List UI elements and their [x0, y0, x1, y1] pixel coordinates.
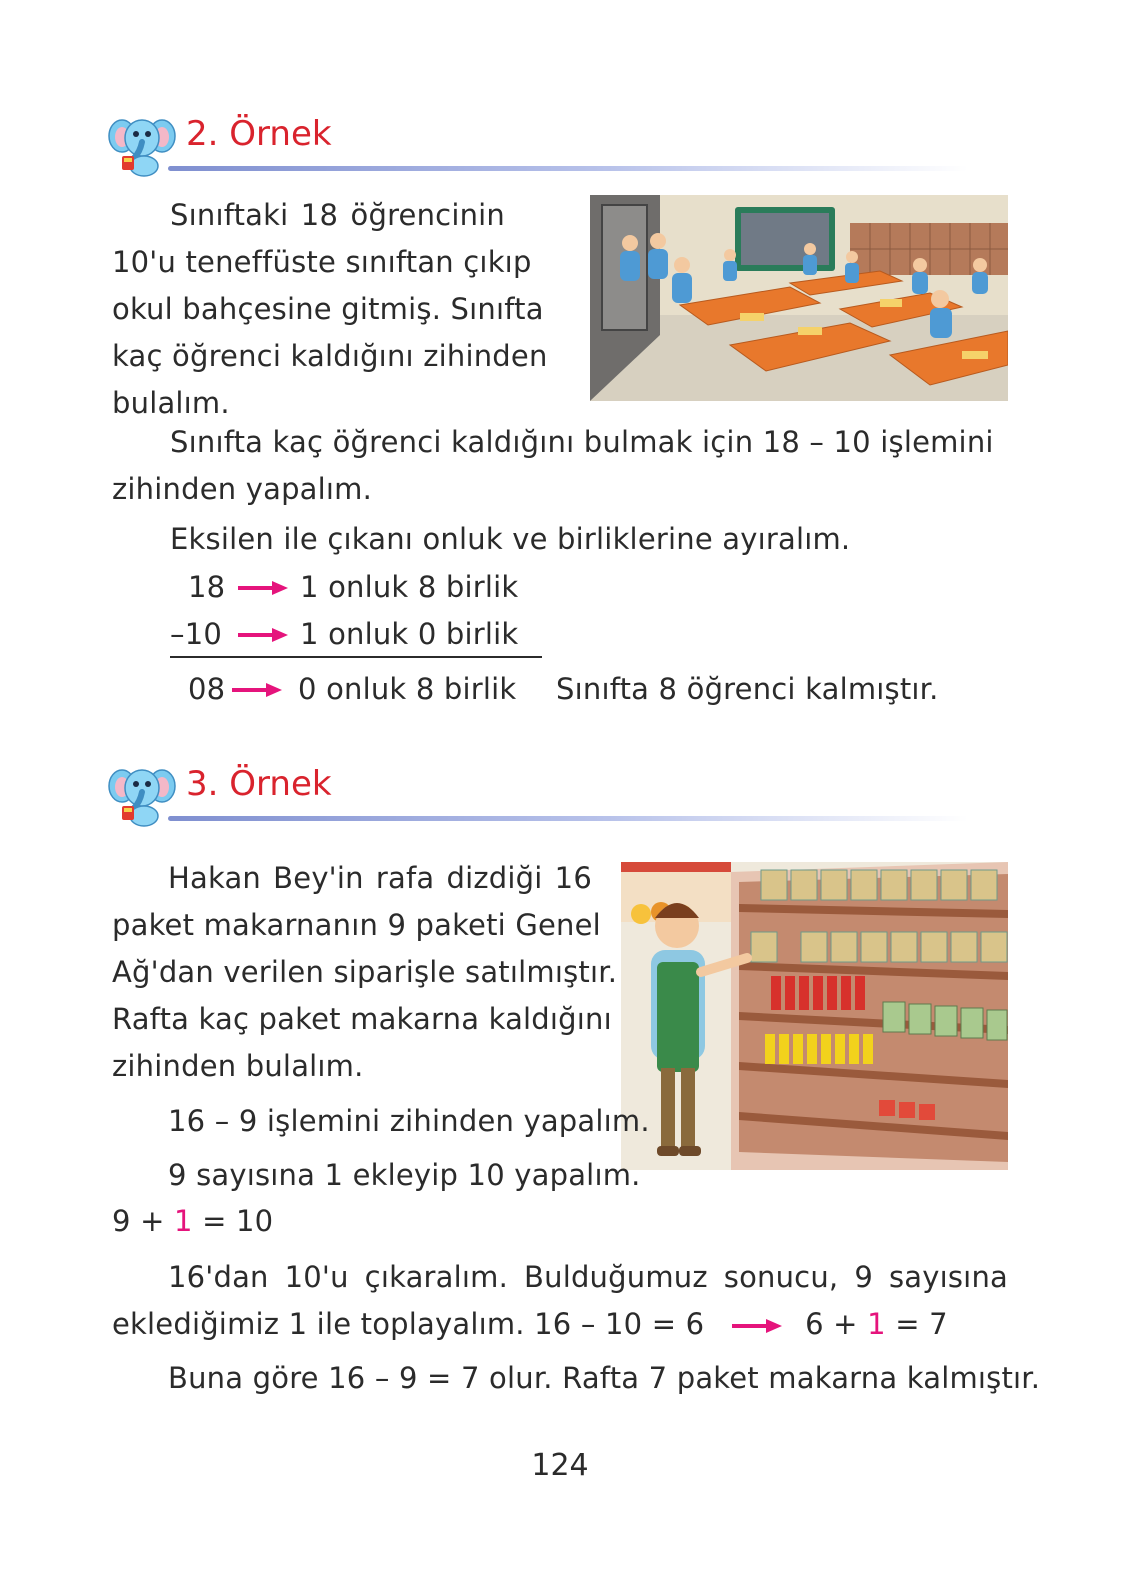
text-line: 16'dan 10'u çıkaralım. Bulduğumuz sonucu, 9 sayısına — [168, 1260, 1008, 1294]
text-line: Sınıfta kaç öğrenci kaldığını bulmak için 18 – 10 işlemini — [170, 425, 994, 459]
eq-part: 9 + — [112, 1204, 165, 1238]
example-2-answer: Sınıfta 8 öğrenci kalmıştır. — [556, 672, 939, 706]
text-line: zihinden bulalım. — [112, 1049, 364, 1083]
example-2-explanation — [112, 419, 994, 513]
text-line-with-arrow — [112, 1301, 1008, 1348]
subtraction-breakdown — [170, 564, 970, 726]
eq-highlight: 1 — [174, 1204, 193, 1238]
subtraction-line — [170, 656, 542, 658]
arrow-right-icon — [238, 627, 288, 643]
difference-decomposition: 0 onluk 8 birlik — [298, 672, 517, 706]
example-3-conclusion — [168, 1355, 1041, 1402]
text-part: eklediğimiz 1 ile toplayalım. 16 – 10 = 6 — [112, 1307, 705, 1341]
text-line: bulalım. — [112, 386, 230, 420]
text-line: Ağ'dan verilen siparişle satılmıştır. — [112, 955, 618, 989]
eq-highlight: 1 — [867, 1307, 886, 1341]
eq-part: = 10 — [202, 1204, 274, 1238]
text-line: paket makarnanın 9 paketi Genel — [112, 908, 601, 942]
text-line: zihinden yapalım. — [112, 472, 373, 506]
example-3-problem — [112, 855, 618, 1090]
classroom-scene — [590, 195, 1008, 401]
example-3-header — [108, 758, 1008, 828]
text-line: okul bahçesine gitmiş. Sınıfta — [112, 292, 544, 326]
example-2-title: 2. Örnek — [186, 114, 332, 154]
calc-row-2 — [170, 611, 970, 658]
difference: 08 — [188, 672, 226, 706]
text-line: kaç öğrenci kaldığını zihinden — [112, 339, 548, 373]
eq-part: = 7 — [895, 1307, 948, 1341]
grocery-shelf-illustration — [621, 862, 1008, 1170]
calc-row-1 — [170, 564, 970, 611]
example-3-step-add: 9 sayısına 1 ekleyip 10 yapalım. — [168, 1158, 641, 1192]
example-2-step: Eksilen ile çıkanı onluk ve birliklerine ayıralım. — [170, 522, 851, 556]
arrow-right-icon — [732, 1318, 782, 1334]
text-line: Buna göre 16 – 9 = 7 olur. Rafta 7 paket makarna kalmıştır. — [168, 1361, 1041, 1395]
page-number: 124 — [531, 1448, 589, 1483]
example-3-title: 3. Örnek — [186, 764, 332, 804]
text-line: 10'u teneffüste sınıftan çıkıp — [112, 245, 532, 279]
arrow-right-icon — [238, 580, 288, 596]
equation-9-plus-1 — [112, 1198, 273, 1245]
calc-row-3 — [170, 666, 970, 726]
grocery-scene — [621, 862, 1008, 1170]
eq-part: 6 + — [805, 1307, 858, 1341]
example-2-problem — [112, 192, 548, 427]
subtrahend-decomposition: 1 onluk 0 birlik — [300, 617, 519, 651]
example-3-step-operation: 16 – 9 işlemini zihinden yapalım. — [168, 1104, 650, 1138]
arrow-right-icon — [232, 682, 282, 698]
example-2-header — [108, 108, 1008, 178]
text-line: Sınıftaki 18 öğrencinin — [170, 198, 505, 232]
header-underline — [168, 166, 968, 171]
minuend: 18 — [188, 570, 226, 604]
text-line: Hakan Bey'in rafa dizdiği 16 — [168, 861, 592, 895]
example-3-explanation — [112, 1254, 1008, 1348]
classroom-illustration — [590, 195, 1008, 401]
minuend-decomposition: 1 onluk 8 birlik — [300, 570, 519, 604]
subtrahend: –10 — [170, 617, 223, 651]
text-line: Rafta kaç paket makarna kaldığını — [112, 1002, 612, 1036]
header-underline — [168, 816, 968, 821]
